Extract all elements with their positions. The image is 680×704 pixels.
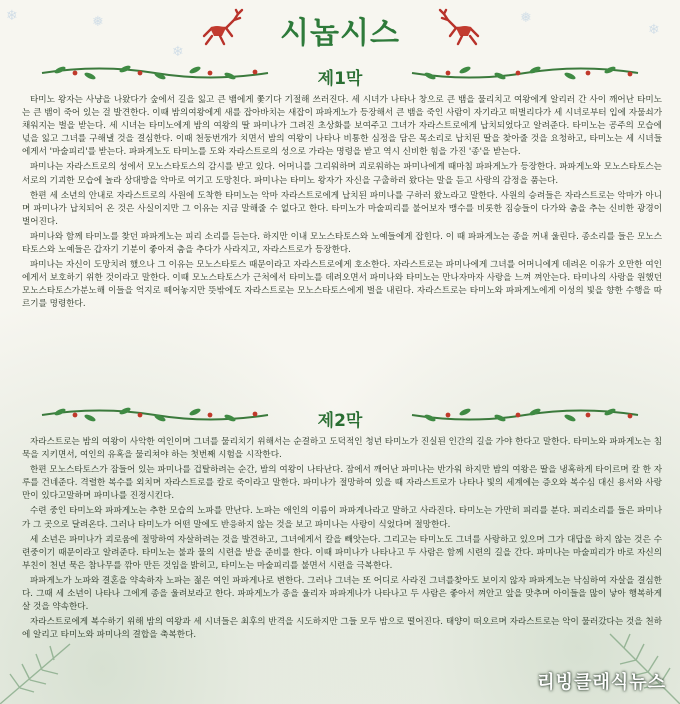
paragraph: 자라스트로에게 복수하기 위해 밤의 여왕과 세 시녀들은 최후의 반격을 시도하지만 그들 모두 밤으로 떨어진다. 태양이 떠오르며 자라스트로는 악이 물러갔다는 것을 천하에 알리고 타미노와 파미나의 결합을 축복한다. bbox=[22, 617, 662, 641]
paragraph: 타미노 왕자는 사냥을 나왔다가 숲에서 길을 잃고 큰 뱀에게 쫓기다 기절해 쓰러진다. 세 시녀가 나타나 창으로 큰 뱀을 물리치고 여왕에게 알리러 간 사이 깨어난 타미노는 큰 뱀이 죽어 있는 걸 발견한다. 이때 밤의여왕에게 새를 잡아바치는 새잡이 파파게노가 등장해서 큰 뱀을 죽인 사람이 자기라고 떠벌리다가 세 시녀로부터 입에 자물쇠가 채워지는 벌을 받는다. 세 시녀는 타미노에게 밤의 여왕의 딸 파미나가 그려진 초상화를 보여주고 그녀가 자라스트로에게 납치되었다고 알려준다. 타미노는 공주의 모습에 넋을 잃고 그녀를 구해낼 것을 결심한다. 이때 천둥번개가 치면서 밤의 여왕이 나타나 비통한 심정을 담은 목소리로 납치된 딸을 찾아줄 것을 요청하고, 타미노는 세 시녀들에게서 '마술피리'를 받는다. 파파게노도 타미노를 도와 자라스트로의 성으로 가라는 명령을 받고 역시 신비한 힘을 가진 '종'을 받는다. bbox=[22, 95, 662, 158]
snowflake-icon: ❄ bbox=[6, 8, 18, 24]
paragraph: 파파게노가 노파와 결혼을 약속하자 노파는 젊은 여인 파파게나로 변한다. 그러나 그녀는 또 어디로 사라진 그녀를찾아도 보이지 않자 파파게노는 낙심하여 자살을 결심한다. 그때 세 소년이 나타나 그에게 종을 울려보라고 한다. 파파게노가 종을 울리자 파파게나가 나타나고 두 사람은 좋아서 껴안고 앞을 맞추며 아이들을 많이 낳아 행복하게 살 것을 약속한다. bbox=[22, 575, 662, 613]
paragraph: 파미나와 함께 타미노를 찾던 파파게노는 피리 소리를 듣는다. 하지만 이내 모노스타토스와 노예들에게 잡힌다. 이 때 파파게노는 종을 꺼내 울린다. 종소리를 들은 모노스타토스와 노예들은 갑자기 기분이 좋아져 춤을 추다가 사라지고, 자라스트로가 등장한다. bbox=[22, 231, 662, 256]
watermark: 리빙클래식뉴스 bbox=[537, 672, 666, 693]
snowflake-icon: ❄ bbox=[648, 22, 660, 38]
paragraph: 자라스트로는 밤의 여왕이 사악한 여인이며 그녀를 물리치기 위해서는 순결하고 도덕적인 청년 타미노가 진실된 인간의 길을 가야 한다고 말한다. 타미노와 파파게노는 침묵을 지키면서, 여인의 유혹을 물리쳐야 하는 첫번째 시험을 시작한다. bbox=[22, 437, 662, 461]
act2-heading: 제2막 bbox=[317, 411, 363, 431]
act1-heading: 제1막 bbox=[317, 69, 363, 89]
paragraph: 수련 중인 타미노와 파파게노는 추한 모습의 노파를 만난다. 노파는 애인의 이름이 파파게나라고 말하고 사라진다. 타미노는 가만히 피리를 분다. 피리소리를 들은 파미나가 그 곳으로 달려온다. 그러나 타미노가 어떤 말에도 반응하지 않는 것을 보고 파미나는 사랑이 식었다며 절망한다. bbox=[22, 506, 662, 530]
paragraph: 한편 모노스타토스가 잠들어 있는 파미나를 겁탈하려는 순간, 밤의 여왕이 나타난다. 잠에서 깨어난 파미나는 반가워 하지만 밤의 여왕은 딸을 냉혹하게 타이르며 칼 한 자루를 건네준다. 격렬한 복수를 외치며 자라스트로를 칼로 죽이라고 말한다. 파미나가 절망하여 있을 때 자라스트로가 나타나 빛의 세계에는 증오와 복수심 대신 용서와 사랑만이 있다고말하며 파미나를 진정시킨다. bbox=[22, 465, 662, 502]
snowflake-icon: ❅ bbox=[520, 10, 532, 26]
paragraph: 세 소년은 파미나가 괴로움에 절망하여 자살하려는 것을 발견하고, 그녀에게서 칼을 빼앗는다. 그리고는 타미노도 그녀를 사랑하고 있으며 그가 대답을 하지 않는 것은 수련중이기 때문이라고 알려준다. 타미노는 불과 물의 시련을 받을 준비를 한다. 이때 파미나가 나타나고 두 사람은 함께 시련의 길을 간다. 파미나는 마술피리가 바로 자신의 부친이 천년 묵은 참나무를 깎아 만든 것임을 밝히고, 타미노는 마술피리를 불면서 시련을 극복한다. bbox=[22, 534, 662, 571]
act1-text bbox=[22, 94, 662, 314]
page-title: 시놉시스 bbox=[280, 16, 400, 51]
paragraph: 파미나는 자라스트로의 성에서 모노스타토스의 감시를 받고 있다. 어머니를 그리워하며 괴로워하는 파미나에게 때마침 파파게노가 등장한다. 파파게노와 모노스타토스는 서로의 기괴한 모습에 놀라 상대방을 악마로 여기고 도망친다. 파미나는 타미노 왕자가 자신을 구출하러 왔다는 말을 듣고 사랑의 감정을 품는다. bbox=[22, 162, 662, 186]
paragraph: 파미나는 자신이 도망치려 했으나 그 이유는 모노스타토스 때문이라고 자라스트로에게 호소한다. 자라스트로는 파미나에게 그녀를 어머니에게 데려온 이유가 오만한 여인에게서 보호하기 위한 것이라고 말한다. 이때 모노스타토스가 근처에서 타미노를 데려오면서 파미나와 타미노는 만나자마자 사랑을 느껴 껴안는다. 타미나의 사랑을 원했던 모노스타토스가분노해 이들을 억지로 떼어놓지만 뜻밖에도 자라스트로는 모노스타토스에게 벌을 내린다. 자라스트로는 타미노와 파파게노에게 이성의 빛을 향한 수행을 따르기를 명령한다. bbox=[22, 260, 662, 310]
garland-right-icon bbox=[410, 404, 640, 426]
snowflake-icon: ❄ bbox=[172, 44, 184, 60]
snowflake-icon: ❅ bbox=[92, 14, 104, 30]
reindeer-icon bbox=[434, 6, 486, 48]
pine-branch-icon bbox=[0, 614, 140, 704]
garland-right-icon bbox=[410, 62, 640, 84]
paragraph: 한편 세 소년의 안내로 자라스트로의 사원에 도착한 타미노는 악마 자라스트로에게 납치된 파미나를 구하러 왔노라고 말한다. 사원의 승려들은 자라스트로는 악마가 아니며 파미나가 납치되어 온 것은 사실이지만 그 이유는 지금 말해줄 수 없다고 한다. 타미노가 마술피리를 불어보자 맹수를 비롯한 짐승들이 다가와 춤을 추는 신비한 광경이 벌어진다. bbox=[22, 190, 662, 227]
